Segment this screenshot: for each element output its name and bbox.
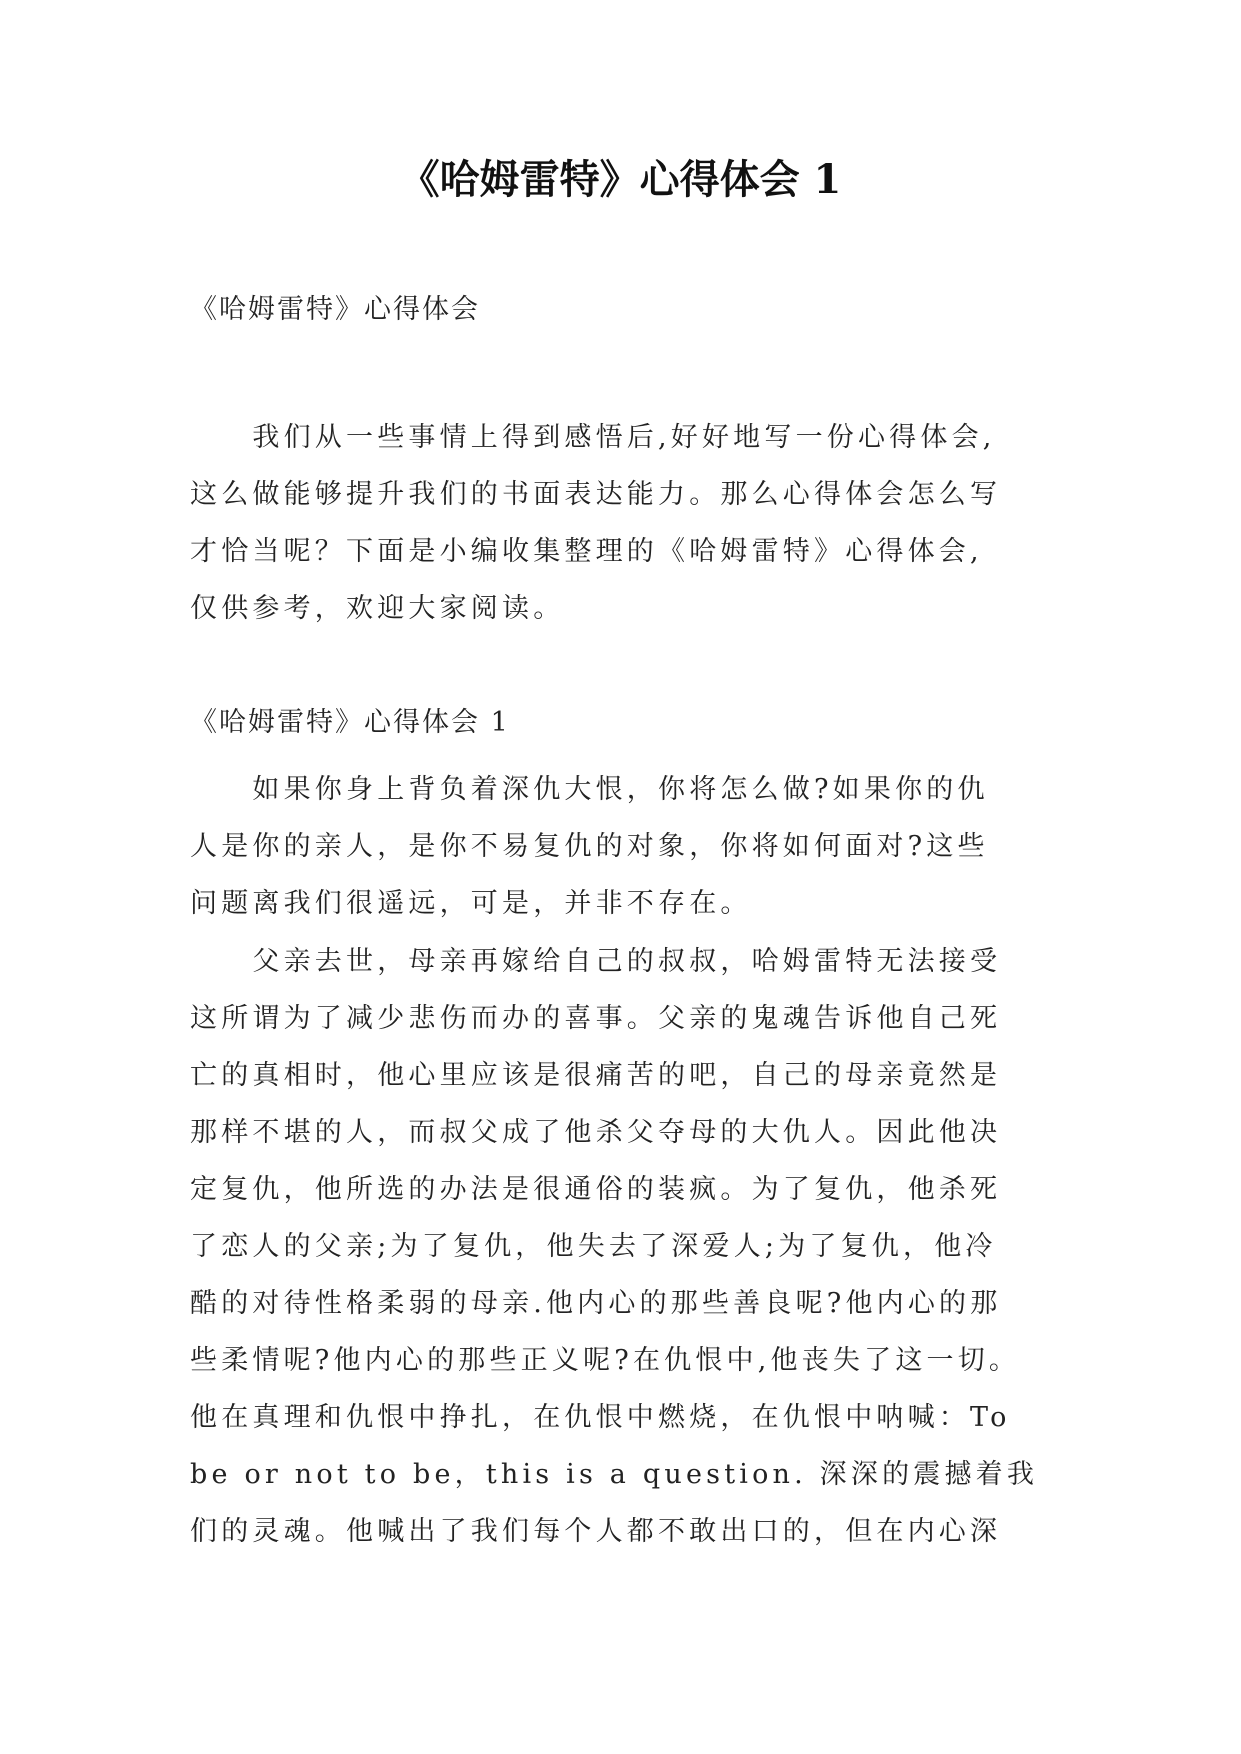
paragraph-line: be or not to be，this is a question. 深深的震撼着我 bbox=[190, 1459, 1039, 1490]
paragraph-line: 酷的对待性格柔弱的母亲.他内心的那些善良呢?他内心的那 bbox=[190, 1288, 1002, 1319]
intro-line: 我们从一些事情上得到感悟后,好好地写一份心得体会, bbox=[190, 422, 996, 453]
paragraph-line: 问题离我们很遥远，可是，并非不存在。 bbox=[190, 888, 752, 919]
intro-line: 才恰当呢？下面是小编收集整理的《哈姆雷特》心得体会, bbox=[190, 536, 983, 567]
document-title: 《哈姆雷特》心得体会 1 bbox=[399, 156, 842, 203]
paragraph-line: 们的灵魂。他喊出了我们每个人都不敢出口的，但在内心深 bbox=[190, 1516, 1002, 1547]
document-subtitle: 《哈姆雷特》心得体会 bbox=[190, 294, 480, 325]
intro-line: 这么做能够提升我们的书面表达能力。那么心得体会怎么写 bbox=[190, 479, 1002, 510]
paragraph-line: 如果你身上背负着深仇大恨，你将怎么做?如果你的仇 bbox=[190, 774, 989, 805]
paragraph-line: 父亲去世，母亲再嫁给自己的叔叔，哈姆雷特无法接受 bbox=[190, 946, 1002, 977]
paragraph-line: 他在真理和仇恨中挣扎，在仇恨中燃烧，在仇恨中呐喊：To bbox=[190, 1402, 1011, 1433]
paragraph-line: 人是你的亲人，是你不易复仇的对象，你将如何面对?这些 bbox=[190, 831, 989, 862]
paragraph-line: 亡的真相时，他心里应该是很痛苦的吧，自己的母亲竟然是 bbox=[190, 1060, 1002, 1091]
intro-paragraph bbox=[190, 409, 1001, 637]
section-heading: 《哈姆雷特》心得体会 1 bbox=[190, 707, 510, 738]
paragraph-line: 那样不堪的人，而叔父成了他杀父夺母的大仇人。因此他决 bbox=[190, 1117, 1002, 1148]
intro-line: 仅供参考，欢迎大家阅读。 bbox=[190, 593, 565, 624]
body-paragraph-1 bbox=[190, 761, 989, 932]
paragraph-line: 了恋人的父亲;为了复仇，他失去了深爱人;为了复仇，他冷 bbox=[190, 1231, 997, 1262]
paragraph-line: 定复仇，他所选的办法是很通俗的装疯。为了复仇，他杀死 bbox=[190, 1174, 1002, 1205]
paragraph-line: 些柔情呢?他内心的那些正义呢?在仇恨中,他丧失了这一切。 bbox=[190, 1345, 1021, 1376]
paragraph-line: 这所谓为了减少悲伤而办的喜事。父亲的鬼魂告诉他自己死 bbox=[190, 1003, 1002, 1034]
body-paragraph-2 bbox=[190, 933, 1038, 1560]
